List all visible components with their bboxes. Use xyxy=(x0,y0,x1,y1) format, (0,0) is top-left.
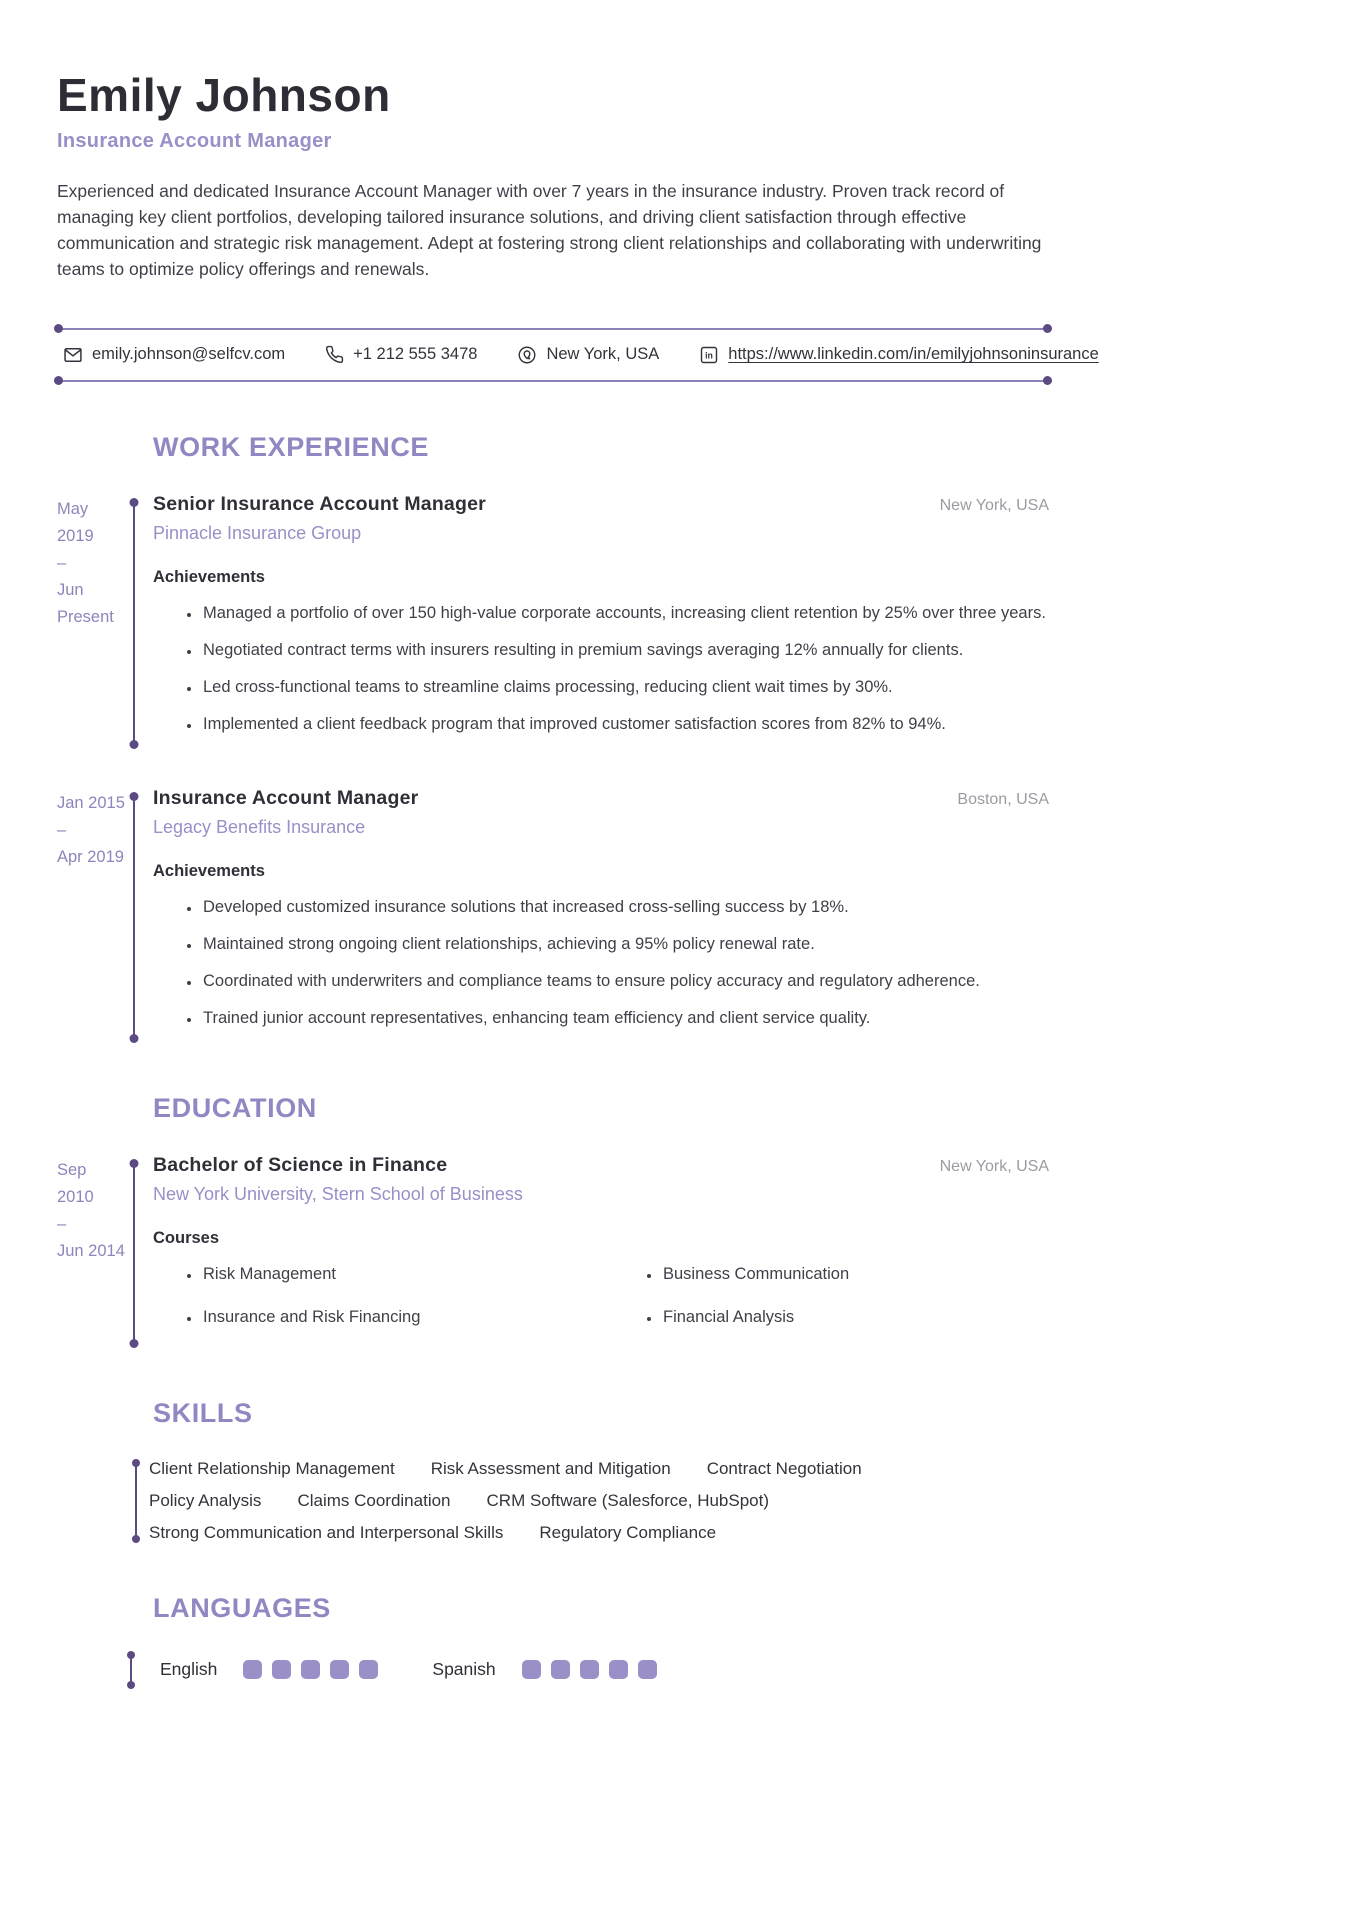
work-entry-body xyxy=(141,787,1049,1043)
date-line: May 2019 xyxy=(57,499,94,545)
language-name: English xyxy=(160,1659,218,1680)
separator-dot xyxy=(1043,324,1052,333)
timeline xyxy=(127,1154,141,1348)
job-location: Boston, USA xyxy=(957,790,1049,808)
timeline-dot xyxy=(130,498,139,507)
contact-phone-text: +1 212 555 3478 xyxy=(353,345,478,364)
vertical-line xyxy=(130,1654,132,1686)
education-entry-body xyxy=(141,1154,1049,1348)
achievements-list xyxy=(153,601,1049,737)
achievement-bullet: • Implemented a client feedback program that improved customer satisfaction scores from 82% to 94%. xyxy=(201,712,1049,737)
date-line: Sep 2010 xyxy=(57,1160,94,1206)
work-entry-dates xyxy=(57,493,127,749)
skill-item: Contract Negotiation xyxy=(706,1458,862,1478)
linkedin-link[interactable]: https://www.linkedin.com/in/emilyjohnsoninsurance xyxy=(728,345,1099,364)
achievements-label: Achievements xyxy=(153,861,265,880)
line-dot xyxy=(132,1535,140,1543)
school-location: New York, USA xyxy=(939,1157,1049,1175)
section-work-experience xyxy=(57,432,1049,1043)
courses-column-2 xyxy=(613,1262,1049,1348)
person-job-title: Insurance Account Manager xyxy=(57,129,332,152)
language-level-square xyxy=(330,1660,349,1679)
job-title: Senior Insurance Account Manager xyxy=(153,492,486,515)
courses-label: Courses xyxy=(153,1228,220,1247)
contact-phone xyxy=(325,345,477,364)
work-entry-head xyxy=(153,493,1049,516)
work-entry xyxy=(57,787,1049,1043)
skill-item: Regulatory Compliance xyxy=(539,1522,717,1542)
company-name: Pinnacle Insurance Group xyxy=(153,522,362,543)
education-entry-dates xyxy=(57,1154,127,1348)
job-title: Insurance Account Manager xyxy=(153,786,419,809)
work-entry xyxy=(57,493,1049,749)
skill-item: Risk Assessment and Mitigation xyxy=(430,1458,671,1478)
timeline-line xyxy=(133,1164,135,1344)
language-level xyxy=(522,1660,657,1679)
achievement-bullet: • Maintained strong ongoing client relationships, achieving a 95% policy renewal rate. xyxy=(201,932,1049,957)
date-line: – xyxy=(57,1214,67,1233)
course-item: • Risk Management xyxy=(201,1262,613,1287)
skills-block xyxy=(135,1459,1049,1543)
timeline-dot xyxy=(130,740,139,749)
separator-dot xyxy=(54,376,63,385)
language-level-square xyxy=(551,1660,570,1679)
svg-text:in: in xyxy=(705,350,714,361)
timeline-line xyxy=(133,797,135,1039)
course-item: • Financial Analysis xyxy=(661,1305,1049,1330)
language-level-square xyxy=(522,1660,541,1679)
contact-row xyxy=(63,345,1099,365)
section-skills xyxy=(57,1398,1049,1543)
timeline xyxy=(127,493,141,749)
education-title: EDUCATION xyxy=(153,1092,317,1123)
timeline xyxy=(127,787,141,1043)
achievement-bullet: • Managed a portfolio of over 150 high-value corporate accounts, increasing client retention by 25% over three years. xyxy=(201,601,1049,626)
skills-row xyxy=(149,1459,1049,1479)
date-line: Apr 2019 xyxy=(57,847,124,866)
course-item: • Insurance and Risk Financing xyxy=(201,1305,613,1330)
skill-item: CRM Software (Salesforce, HubSpot) xyxy=(486,1490,770,1510)
linkedin-icon xyxy=(699,345,719,365)
profile-summary: Experienced and dedicated Insurance Account Manager with over 7 years in the insurance industry. Proven track record of managing key client portfolios, developing tailored insurance solutions, and driving client satisfaction through effective communication and strategic risk management. Adept at fostering strong client relationships and collaborating with underwriting teams to optimize policy offerings and renewals. xyxy=(57,180,1042,279)
date-line: Jun 2014 xyxy=(57,1241,125,1260)
achievement-bullet: • Trained junior account representatives, enhancing team efficiency and client service quality. xyxy=(201,1006,1049,1031)
person-name: Emily Johnson xyxy=(57,69,391,121)
language-level xyxy=(243,1660,378,1679)
date-line: – xyxy=(57,820,67,839)
skills-row xyxy=(149,1523,1049,1543)
date-line: Jan 2015 xyxy=(57,793,125,812)
skill-item: Strong Communication and Interpersonal Skills xyxy=(149,1522,504,1542)
timeline-dot xyxy=(130,1339,139,1348)
achievement-bullet: • Coordinated with underwriters and compliance teams to ensure policy accuracy and regulatory adherence. xyxy=(201,969,1049,994)
date-line: – xyxy=(57,553,67,572)
timeline-line xyxy=(133,503,135,745)
section-education xyxy=(57,1093,1049,1348)
location-icon xyxy=(517,345,537,365)
education-entry xyxy=(57,1154,1049,1348)
contact-email xyxy=(63,345,285,365)
contact-email-text: emily.johnson@selfcv.com xyxy=(92,345,286,364)
timeline-dot xyxy=(130,1159,139,1168)
courses-column-1 xyxy=(153,1262,613,1348)
skill-item: Claims Coordination xyxy=(297,1490,451,1510)
achievement-bullet: • Led cross-functional teams to streamline claims processing, reducing client wait times by 30%. xyxy=(201,675,1049,700)
envelope-icon xyxy=(63,345,83,365)
language-level-square xyxy=(609,1660,628,1679)
work-entry-head xyxy=(153,787,1049,810)
language-group xyxy=(432,1659,656,1680)
resume-content xyxy=(57,0,1099,1686)
achievement-bullet: • Developed customized insurance solutions that increased cross-selling success by 18%. xyxy=(201,895,1049,920)
courses-grid xyxy=(153,1248,1049,1348)
separator-dot xyxy=(54,324,63,333)
skills-row xyxy=(149,1491,1049,1511)
language-name: Spanish xyxy=(432,1659,496,1680)
date-line: Present xyxy=(57,607,114,626)
contact-bar xyxy=(57,328,1099,382)
skills-title: SKILLS xyxy=(153,1397,253,1428)
skill-item: Policy Analysis xyxy=(149,1490,262,1510)
contact-linkedin xyxy=(699,345,1099,365)
language-level-square xyxy=(243,1660,262,1679)
skill-item: Client Relationship Management xyxy=(149,1458,395,1478)
timeline-dot xyxy=(130,792,139,801)
language-level-square xyxy=(580,1660,599,1679)
achievements-list xyxy=(153,895,1049,1031)
language-level-square xyxy=(638,1660,657,1679)
language-level-square xyxy=(272,1660,291,1679)
school-name: New York University, Stern School of Business xyxy=(153,1183,523,1204)
contact-location-text: New York, USA xyxy=(546,345,660,364)
language-level-square xyxy=(359,1660,378,1679)
degree-title: Bachelor of Science in Finance xyxy=(153,1153,448,1176)
section-languages xyxy=(57,1593,1049,1686)
contact-location xyxy=(517,345,659,365)
vertical-line xyxy=(135,1463,137,1539)
work-entry-body xyxy=(141,493,1049,749)
job-location: New York, USA xyxy=(939,496,1049,514)
work-experience-title: WORK EXPERIENCE xyxy=(153,431,430,462)
language-level-square xyxy=(301,1660,320,1679)
education-entry-head xyxy=(153,1154,1049,1177)
languages-title: LANGUAGES xyxy=(153,1592,331,1623)
languages-row xyxy=(130,1654,1049,1686)
course-item: • Business Communication xyxy=(661,1262,1049,1287)
achievement-bullet: • Negotiated contract terms with insurers resulting in premium savings averaging 12% annually for clients. xyxy=(201,638,1049,663)
language-group xyxy=(160,1659,378,1680)
company-name: Legacy Benefits Insurance xyxy=(153,816,366,837)
achievements-label: Achievements xyxy=(153,567,265,586)
date-line: Jun xyxy=(57,580,84,599)
work-entry-dates xyxy=(57,787,127,1043)
separator-dot xyxy=(1043,376,1052,385)
timeline-dot xyxy=(130,1034,139,1043)
phone-icon xyxy=(325,345,344,364)
